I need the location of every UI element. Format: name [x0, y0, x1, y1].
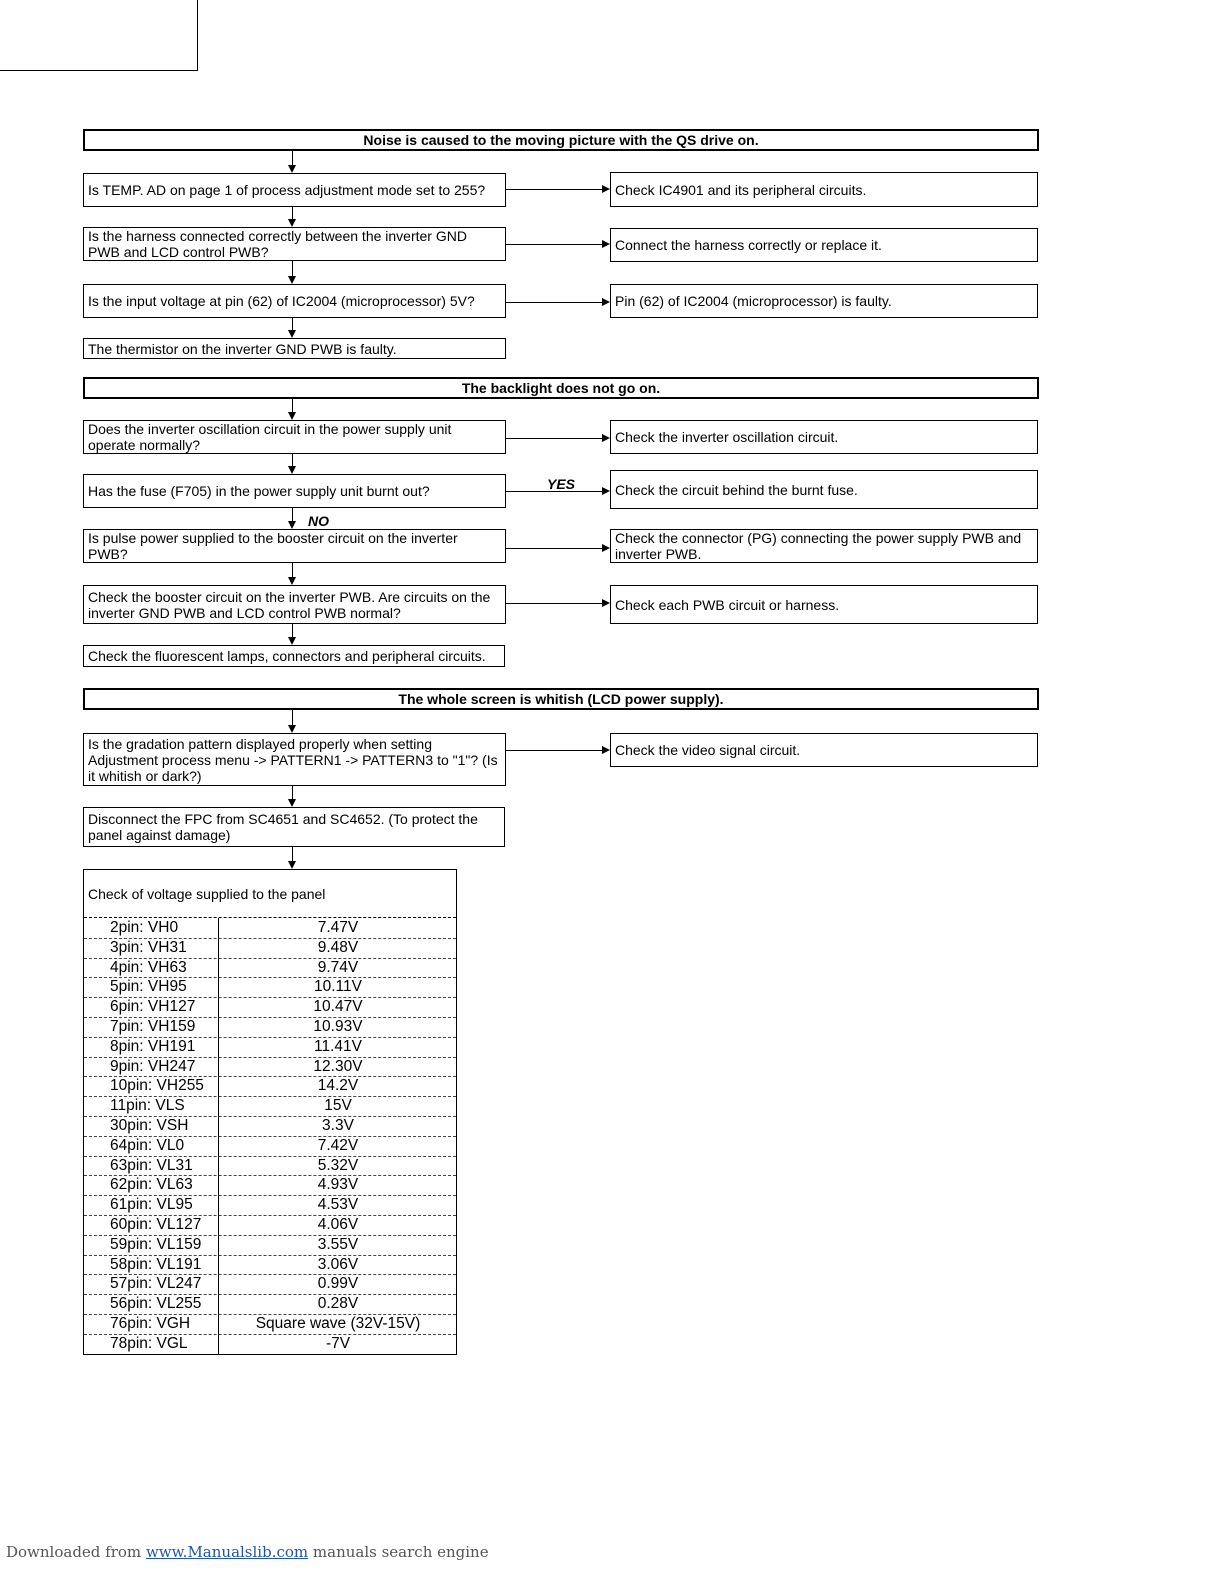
connector — [506, 603, 602, 604]
voltage-value: 9.74V — [317, 958, 359, 976]
pin-label: 58pin: VL191 — [110, 1255, 202, 1273]
page-corner-frame — [0, 0, 198, 71]
table-row — [84, 997, 456, 1018]
pin-label: 4pin: VH63 — [110, 958, 187, 976]
voltage-value: 12.30V — [313, 1057, 363, 1075]
connector — [506, 548, 602, 549]
voltage-value: 5.32V — [317, 1156, 359, 1174]
s1-question-2: Is the harness connected correctly between the inverter GND PWB and LCD control PWB? — [83, 227, 506, 261]
connector — [506, 302, 602, 303]
table-row — [84, 1175, 456, 1196]
voltage-value: 0.28V — [317, 1295, 359, 1313]
voltage-value: 10.11V — [314, 978, 362, 996]
no-label: NO — [308, 513, 329, 529]
pin-label: 5pin: VH95 — [110, 978, 187, 996]
pin-label: 6pin: VH127 — [110, 998, 196, 1016]
table-row — [84, 1156, 456, 1177]
pin-label: 2pin: VH0 — [110, 919, 179, 936]
section2-title: The backlight does not go on. — [83, 377, 1039, 399]
pin-label: 64pin: VL0 — [110, 1136, 185, 1154]
section1-title: Noise is caused to the moving picture with the QS drive on. — [83, 129, 1039, 151]
table-row — [84, 958, 456, 979]
s3-question-1: Is the gradation pattern displayed properly when setting Adjustment process menu -> PATTERN1 -> PATTERN3 to "1"? (Is it whitish or dark?) — [83, 733, 506, 786]
voltage-value: 4.93V — [317, 1176, 359, 1194]
pin-label: 60pin: VL127 — [110, 1216, 202, 1233]
connector — [506, 438, 602, 439]
connector — [292, 710, 293, 725]
footer-prefix: Downloaded from — [6, 1543, 142, 1561]
table-row — [84, 1215, 456, 1236]
pin-label: 3pin: VH31 — [110, 938, 187, 956]
arrow-down-icon — [288, 330, 296, 338]
table-row — [84, 1294, 456, 1315]
voltage-value: 7.42V — [317, 1136, 359, 1154]
pin-label: 57pin: VL247 — [110, 1275, 202, 1293]
table-row — [84, 1314, 456, 1335]
table-row — [84, 1334, 456, 1354]
arrow-down-icon — [288, 725, 296, 733]
footer-suffix: manuals search engine — [312, 1543, 489, 1561]
s1-result-3: Pin (62) of IC2004 (microprocessor) is faulty. — [610, 284, 1038, 318]
table-row — [84, 1235, 456, 1256]
voltage-value: 3.55V — [317, 1235, 359, 1253]
voltage-value: 15V — [324, 1097, 352, 1115]
s1-result-1: Check IC4901 and its peripheral circuits. — [610, 172, 1038, 207]
connector — [292, 563, 293, 577]
connector — [292, 151, 293, 166]
arrow-down-icon — [288, 276, 296, 284]
connector — [292, 399, 293, 412]
connector — [292, 261, 293, 276]
manualslib-link[interactable]: www.Manualslib.com — [145, 1543, 309, 1561]
pin-label: 7pin: VH159 — [110, 1018, 196, 1035]
s2-end: Check the fluorescent lamps, connectors and peripheral circuits. — [83, 645, 505, 667]
pin-label: 63pin: VL31 — [110, 1156, 193, 1174]
pin-label: 30pin: VSH — [110, 1117, 189, 1134]
connector — [506, 491, 602, 492]
arrow-right-icon — [602, 544, 610, 552]
s3-step-2: Disconnect the FPC from SC4651 and SC4652. (To protect the panel against damage) — [83, 807, 505, 847]
connector — [506, 244, 602, 245]
voltage-value: 7.47V — [317, 919, 359, 936]
arrow-down-icon — [288, 466, 296, 474]
voltage-value: 3.06V — [317, 1255, 359, 1273]
arrow-down-icon — [288, 799, 296, 807]
arrow-right-icon — [602, 434, 610, 442]
s1-question-3: Is the input voltage at pin (62) of IC2004 (microprocessor) 5V? — [83, 284, 506, 318]
pin-label: 62pin: VL63 — [110, 1176, 193, 1194]
connector — [292, 847, 293, 861]
pin-label: 56pin: VL255 — [110, 1295, 202, 1313]
table-row — [84, 1195, 456, 1216]
table-row — [84, 1076, 456, 1097]
footer — [6, 1543, 489, 1561]
s2-question-1: Does the inverter oscillation circuit in the power supply unit operate normally? — [83, 420, 506, 454]
voltage-value: 11.41V — [314, 1037, 362, 1055]
voltage-value: Square wave (32V-15V) — [255, 1315, 421, 1332]
table-row — [84, 1017, 456, 1038]
arrow-right-icon — [602, 185, 610, 193]
arrow-down-icon — [288, 861, 296, 869]
arrow-down-icon — [288, 412, 296, 420]
pin-label: 76pin: VGH — [110, 1315, 191, 1332]
voltage-value: 9.48V — [317, 938, 359, 956]
pin-label: 8pin: VH191 — [110, 1037, 196, 1055]
table-row — [84, 1057, 456, 1078]
voltage-table — [83, 869, 457, 1355]
connector — [292, 786, 293, 799]
s3-result-1: Check the video signal circuit. — [610, 733, 1038, 767]
voltage-value: 4.53V — [317, 1196, 359, 1214]
arrow-right-icon — [602, 746, 610, 754]
voltage-value: 3.3V — [322, 1117, 354, 1134]
s2-result-4: Check each PWB circuit or harness. — [610, 585, 1038, 624]
table-row — [84, 938, 456, 959]
table-row — [84, 1116, 456, 1137]
connector — [292, 318, 293, 330]
table-row — [84, 1274, 456, 1295]
table-row — [84, 1255, 456, 1276]
yes-label: YES — [547, 476, 576, 492]
s1-end: The thermistor on the inverter GND PWB is faulty. — [83, 338, 506, 359]
pin-label: 9pin: VH247 — [110, 1057, 196, 1075]
pin-label: 61pin: VL95 — [110, 1196, 193, 1214]
voltage-table-header: Check of voltage supplied to the panel — [84, 870, 456, 918]
connector — [292, 454, 293, 466]
s2-result-2: Check the circuit behind the burnt fuse. — [610, 470, 1038, 509]
table-row — [84, 1037, 456, 1058]
section3-title: The whole screen is whitish (LCD power supply). — [83, 688, 1039, 710]
connector — [292, 624, 293, 637]
s2-result-1: Check the inverter oscillation circuit. — [610, 420, 1038, 454]
pin-label: 59pin: VL159 — [110, 1235, 202, 1253]
s1-result-2: Connect the harness correctly or replace it. — [610, 228, 1038, 262]
s2-result-3: Check the connector (PG) connecting the power supply PWB and inverter PWB. — [610, 529, 1038, 563]
voltage-value: 4.06V — [317, 1216, 359, 1233]
voltage-value: 10.47V — [313, 998, 363, 1016]
table-row — [84, 1096, 456, 1117]
voltage-value: 14.2V — [317, 1077, 359, 1095]
s2-question-2: Has the fuse (F705) in the power supply unit burnt out? — [83, 474, 506, 508]
arrow-right-icon — [602, 487, 610, 495]
arrow-down-icon — [288, 219, 296, 227]
voltage-value: 0.99V — [317, 1275, 359, 1293]
arrow-down-icon — [288, 637, 296, 645]
pin-label: 10pin: VH255 — [110, 1077, 204, 1095]
arrow-right-icon — [602, 240, 610, 248]
pin-label: 11pin: VLS — [110, 1097, 185, 1115]
table-row — [84, 1136, 456, 1157]
s2-question-4: Check the booster circuit on the inverter PWB. Are circuits on the inverter GND PWB and LCD control PWB normal? — [83, 585, 506, 624]
connector — [506, 750, 602, 751]
s1-question-1: Is TEMP. AD on page 1 of process adjustment mode set to 255? — [83, 173, 506, 207]
arrow-right-icon — [602, 599, 610, 607]
arrow-down-icon — [288, 165, 296, 173]
arrow-down-icon — [288, 521, 296, 529]
arrow-down-icon — [288, 577, 296, 585]
connector — [292, 207, 293, 219]
connector — [292, 508, 293, 522]
connector — [506, 189, 602, 190]
s2-question-3: Is pulse power supplied to the booster circuit on the inverter PWB? — [83, 529, 506, 563]
voltage-value: -7V — [325, 1334, 351, 1352]
arrow-right-icon — [602, 298, 610, 306]
pin-label: 78pin: VGL — [110, 1334, 188, 1352]
table-row — [84, 918, 456, 939]
voltage-value: 10.93V — [313, 1018, 363, 1035]
table-row — [84, 977, 456, 998]
